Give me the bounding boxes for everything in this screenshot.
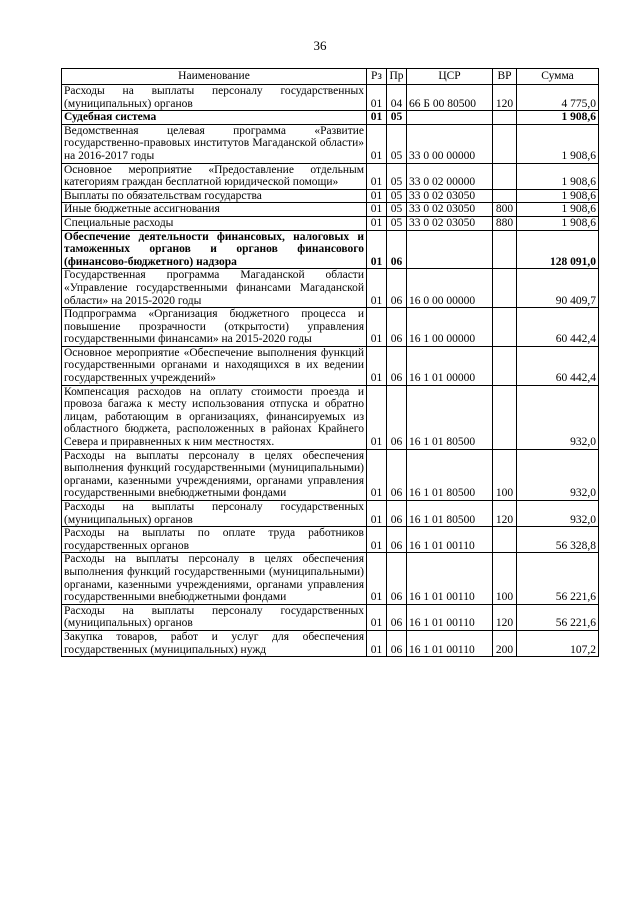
row-csr: 33 0 02 03050 [407, 216, 493, 230]
row-name: Расходы на выплаты персоналу государственных (муниципальных) органов [62, 85, 367, 111]
table-row [62, 85, 599, 111]
row-sum: 56 221,6 [517, 604, 599, 630]
row-name: Обеспечение деятельности финансовых, налоговых и таможенных органов и органов финансового (финансово-бюджетного) надзора [62, 230, 367, 269]
row-sum: 107,2 [517, 630, 599, 656]
row-vr: 120 [493, 501, 517, 527]
table-row [62, 604, 599, 630]
row-vr [493, 308, 517, 347]
row-vr: 800 [493, 203, 517, 217]
row-vr: 880 [493, 216, 517, 230]
row-csr [407, 111, 493, 125]
header-csr: ЦСР [407, 69, 493, 85]
row-pr: 06 [387, 501, 407, 527]
row-sum: 90 409,7 [517, 269, 599, 308]
row-name: Основное мероприятие «Предоставление отдельным категориям граждан бесплатной юридической помощи» [62, 163, 367, 189]
table-row [62, 553, 599, 604]
row-pr: 05 [387, 111, 407, 125]
row-rz: 01 [367, 189, 387, 203]
row-csr: 16 1 01 00110 [407, 630, 493, 656]
table-row [62, 111, 599, 125]
row-rz: 01 [367, 553, 387, 604]
row-vr [493, 124, 517, 163]
row-sum: 1 908,6 [517, 111, 599, 125]
row-sum: 56 328,8 [517, 527, 599, 553]
row-vr [493, 527, 517, 553]
row-pr: 06 [387, 630, 407, 656]
row-name: Расходы на выплаты персоналу в целях обеспечения выполнения функций государственными (муниципальными) органами, казенными учреждениями, органами управления государственными внебюджетными фондами [62, 553, 367, 604]
row-rz: 01 [367, 308, 387, 347]
row-sum: 932,0 [517, 449, 599, 500]
row-name: Ведомственная целевая программа «Развитие государственно-правовых институтов Магаданской области» на 2016-2017 годы [62, 124, 367, 163]
row-name: Судебная система [62, 111, 367, 125]
table-row [62, 124, 599, 163]
row-name: Государственная программа Магаданской области «Управление государственными финансами Магаданской области» на 2015-2020 годы [62, 269, 367, 308]
table-row [62, 230, 599, 269]
row-sum: 128 091,0 [517, 230, 599, 269]
header-name: Наименование [62, 69, 367, 85]
row-name: Специальные расходы [62, 216, 367, 230]
row-vr: 100 [493, 553, 517, 604]
table-row [62, 346, 599, 385]
header-pr: Пр [387, 69, 407, 85]
row-rz: 01 [367, 230, 387, 269]
row-rz: 01 [367, 346, 387, 385]
row-pr: 06 [387, 449, 407, 500]
row-sum: 56 221,6 [517, 553, 599, 604]
row-rz: 01 [367, 527, 387, 553]
header-sum: Сумма [517, 69, 599, 85]
row-vr [493, 163, 517, 189]
table-row [62, 449, 599, 500]
row-sum: 1 908,6 [517, 216, 599, 230]
row-name: Расходы на выплаты персоналу в целях обеспечения выполнения функций государственными (муниципальными) органами, казенными учреждениями, органами управления государственными внебюджетными фондами [62, 449, 367, 500]
row-csr: 16 1 01 00110 [407, 604, 493, 630]
row-vr: 120 [493, 85, 517, 111]
table-row [62, 189, 599, 203]
row-name: Иные бюджетные ассигнования [62, 203, 367, 217]
row-csr: 33 0 02 03050 [407, 203, 493, 217]
row-vr [493, 111, 517, 125]
row-name: Компенсация расходов на оплату стоимости проезда и провоза багажа к месту использования отпуска и обратно лицам, работающим в организациях, финансируемых из областного бюджета, расположенных в районах Крайнего Севера и приравненных к ним местностях. [62, 385, 367, 449]
row-sum: 1 908,6 [517, 163, 599, 189]
row-rz: 01 [367, 111, 387, 125]
row-sum: 1 908,6 [517, 189, 599, 203]
row-rz: 01 [367, 449, 387, 500]
table-row [62, 308, 599, 347]
budget-table [61, 68, 599, 657]
row-csr: 33 0 02 03050 [407, 189, 493, 203]
row-csr: 16 1 00 00000 [407, 308, 493, 347]
row-rz: 01 [367, 85, 387, 111]
table-row [62, 527, 599, 553]
row-pr: 06 [387, 553, 407, 604]
row-name: Выплаты по обязательствам государства [62, 189, 367, 203]
row-rz: 01 [367, 385, 387, 449]
row-pr: 05 [387, 124, 407, 163]
row-sum: 1 908,6 [517, 203, 599, 217]
row-name: Основное мероприятие «Обеспечение выполнения функций государственными органами и находящихся в их ведении государственных учреждений» [62, 346, 367, 385]
row-csr: 16 1 01 80500 [407, 449, 493, 500]
row-pr: 06 [387, 230, 407, 269]
row-csr: 16 1 01 80500 [407, 501, 493, 527]
table-header-row [62, 69, 599, 85]
row-sum: 932,0 [517, 501, 599, 527]
row-csr: 16 0 00 00000 [407, 269, 493, 308]
row-rz: 01 [367, 501, 387, 527]
row-vr [493, 385, 517, 449]
row-vr: 200 [493, 630, 517, 656]
row-pr: 05 [387, 189, 407, 203]
table-row [62, 630, 599, 656]
row-csr: 16 1 01 00110 [407, 527, 493, 553]
header-rz: Рз [367, 69, 387, 85]
header-vr: ВР [493, 69, 517, 85]
row-rz: 01 [367, 604, 387, 630]
row-sum: 1 908,6 [517, 124, 599, 163]
row-vr: 120 [493, 604, 517, 630]
table-row [62, 269, 599, 308]
row-sum: 60 442,4 [517, 346, 599, 385]
row-csr: 33 0 00 00000 [407, 124, 493, 163]
row-rz: 01 [367, 216, 387, 230]
row-pr: 05 [387, 163, 407, 189]
row-sum: 932,0 [517, 385, 599, 449]
row-csr [407, 230, 493, 269]
row-csr: 66 Б 00 80500 [407, 85, 493, 111]
row-vr: 100 [493, 449, 517, 500]
row-pr: 05 [387, 216, 407, 230]
row-rz: 01 [367, 163, 387, 189]
row-name: Расходы на выплаты персоналу государственных (муниципальных) органов [62, 501, 367, 527]
row-sum: 4 775,0 [517, 85, 599, 111]
row-pr: 06 [387, 269, 407, 308]
row-pr: 06 [387, 308, 407, 347]
row-rz: 01 [367, 269, 387, 308]
row-pr: 06 [387, 385, 407, 449]
row-name: Подпрограмма «Организация бюджетного процесса и повышение прозрачности (открытости) управления государственными финансами» на 2015-2020 годы [62, 308, 367, 347]
row-csr: 33 0 02 00000 [407, 163, 493, 189]
table-row [62, 163, 599, 189]
table-row [62, 216, 599, 230]
table-row [62, 203, 599, 217]
row-pr: 06 [387, 604, 407, 630]
row-pr: 04 [387, 85, 407, 111]
row-name: Расходы на выплаты по оплате труда работников государственных органов [62, 527, 367, 553]
table-row [62, 385, 599, 449]
row-rz: 01 [367, 124, 387, 163]
row-csr: 16 1 01 80500 [407, 385, 493, 449]
page-number: 36 [313, 38, 327, 53]
row-vr [493, 230, 517, 269]
row-name: Закупка товаров, работ и услуг для обеспечения государственных (муниципальных) нужд [62, 630, 367, 656]
table-row [62, 501, 599, 527]
row-csr: 16 1 01 00000 [407, 346, 493, 385]
row-rz: 01 [367, 203, 387, 217]
row-vr [493, 346, 517, 385]
row-sum: 60 442,4 [517, 308, 599, 347]
row-pr: 05 [387, 203, 407, 217]
row-vr [493, 189, 517, 203]
row-vr [493, 269, 517, 308]
row-name: Расходы на выплаты персоналу государственных (муниципальных) органов [62, 604, 367, 630]
row-rz: 01 [367, 630, 387, 656]
row-csr: 16 1 01 00110 [407, 553, 493, 604]
row-pr: 06 [387, 346, 407, 385]
row-pr: 06 [387, 527, 407, 553]
